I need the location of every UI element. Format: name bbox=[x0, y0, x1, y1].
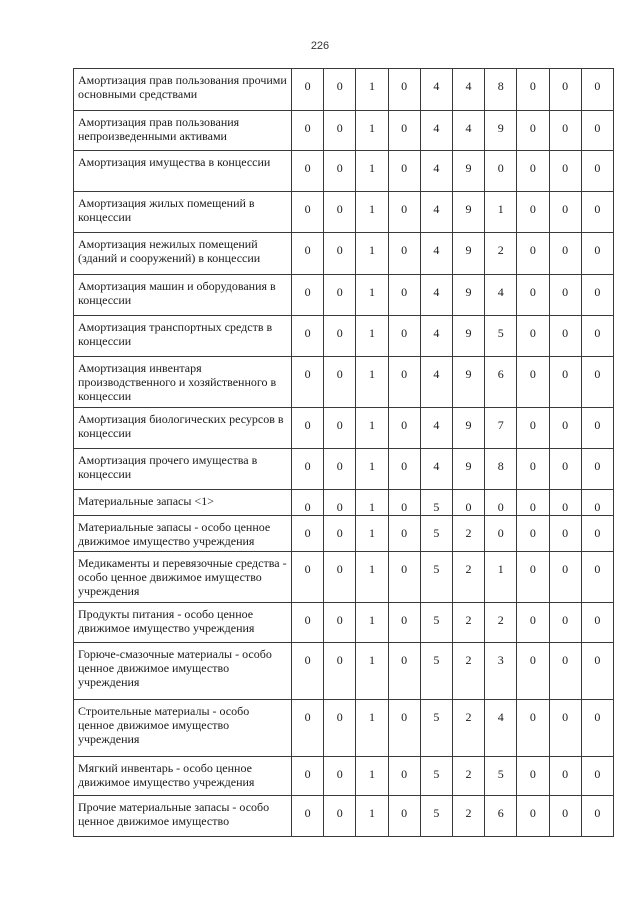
code-digit-cell: 0 bbox=[452, 490, 484, 516]
code-digit-cell: 0 bbox=[517, 516, 549, 552]
code-digit-cell: 0 bbox=[388, 111, 420, 151]
table-row bbox=[74, 316, 614, 357]
code-digit-cell: 0 bbox=[388, 233, 420, 275]
code-digit-cell: 0 bbox=[324, 643, 356, 700]
account-name-cell: Прочие материальные запасы - особо ценное движимое имущество bbox=[74, 796, 292, 837]
code-digit-cell: 0 bbox=[324, 757, 356, 796]
code-digit-cell: 6 bbox=[485, 796, 517, 837]
code-digit-cell: 0 bbox=[388, 408, 420, 449]
code-digit-cell: 4 bbox=[452, 69, 484, 111]
code-digit-cell: 0 bbox=[292, 316, 324, 357]
code-digit-cell: 0 bbox=[581, 516, 613, 552]
code-digit-cell: 0 bbox=[388, 700, 420, 757]
code-digit-cell: 0 bbox=[292, 192, 324, 233]
code-digit-cell: 0 bbox=[324, 449, 356, 490]
table-row bbox=[74, 490, 614, 516]
table-row bbox=[74, 516, 614, 552]
code-digit-cell: 0 bbox=[581, 449, 613, 490]
code-digit-cell: 5 bbox=[420, 516, 452, 552]
code-digit-cell: 0 bbox=[388, 275, 420, 316]
account-name-cell: Амортизация прочего имущества в концессии bbox=[74, 449, 292, 490]
code-digit-cell: 0 bbox=[581, 69, 613, 111]
account-name-cell: Медикаменты и перевязочные средства - особо ценное движимое имущество учреждения bbox=[74, 552, 292, 603]
code-digit-cell: 0 bbox=[581, 700, 613, 757]
table-row bbox=[74, 233, 614, 275]
code-digit-cell: 0 bbox=[549, 275, 581, 316]
code-digit-cell: 0 bbox=[517, 490, 549, 516]
code-digit-cell: 0 bbox=[324, 700, 356, 757]
code-digit-cell: 1 bbox=[356, 796, 388, 837]
code-digit-cell: 2 bbox=[485, 233, 517, 275]
code-digit-cell: 9 bbox=[452, 449, 484, 490]
table-row bbox=[74, 408, 614, 449]
table-row bbox=[74, 357, 614, 408]
code-digit-cell: 0 bbox=[549, 449, 581, 490]
code-digit-cell: 0 bbox=[292, 151, 324, 192]
code-digit-cell: 0 bbox=[581, 552, 613, 603]
code-digit-cell: 4 bbox=[485, 700, 517, 757]
code-digit-cell: 0 bbox=[324, 552, 356, 603]
code-digit-cell: 4 bbox=[420, 233, 452, 275]
code-digit-cell: 0 bbox=[292, 357, 324, 408]
code-digit-cell: 0 bbox=[292, 516, 324, 552]
code-digit-cell: 4 bbox=[420, 275, 452, 316]
code-digit-cell: 0 bbox=[517, 796, 549, 837]
code-digit-cell: 0 bbox=[581, 603, 613, 643]
table-row bbox=[74, 151, 614, 192]
code-digit-cell: 1 bbox=[356, 408, 388, 449]
code-digit-cell: 0 bbox=[388, 603, 420, 643]
code-digit-cell: 5 bbox=[420, 700, 452, 757]
code-digit-cell: 0 bbox=[388, 552, 420, 603]
code-digit-cell: 0 bbox=[581, 490, 613, 516]
code-digit-cell: 5 bbox=[420, 603, 452, 643]
code-digit-cell: 5 bbox=[485, 757, 517, 796]
code-digit-cell: 0 bbox=[388, 357, 420, 408]
code-digit-cell: 5 bbox=[420, 490, 452, 516]
code-digit-cell: 0 bbox=[549, 151, 581, 192]
code-digit-cell: 0 bbox=[388, 69, 420, 111]
code-digit-cell: 0 bbox=[485, 151, 517, 192]
table-row bbox=[74, 192, 614, 233]
code-digit-cell: 1 bbox=[356, 449, 388, 490]
code-digit-cell: 9 bbox=[452, 408, 484, 449]
account-name-cell: Амортизация прав пользования прочими основными средствами bbox=[74, 69, 292, 111]
code-digit-cell: 0 bbox=[517, 151, 549, 192]
code-digit-cell: 0 bbox=[581, 192, 613, 233]
code-digit-cell: 9 bbox=[452, 151, 484, 192]
code-digit-cell: 7 bbox=[485, 408, 517, 449]
code-digit-cell: 9 bbox=[485, 111, 517, 151]
code-digit-cell: 0 bbox=[388, 449, 420, 490]
code-digit-cell: 4 bbox=[452, 111, 484, 151]
code-digit-cell: 1 bbox=[485, 192, 517, 233]
account-name-cell: Амортизация инвентаря производственного и хозяйственного в концессии bbox=[74, 357, 292, 408]
table-row bbox=[74, 111, 614, 151]
code-digit-cell: 0 bbox=[324, 316, 356, 357]
code-digit-cell: 0 bbox=[324, 516, 356, 552]
code-digit-cell: 0 bbox=[581, 796, 613, 837]
code-digit-cell: 0 bbox=[581, 643, 613, 700]
code-digit-cell: 0 bbox=[549, 316, 581, 357]
code-digit-cell: 0 bbox=[292, 233, 324, 275]
code-digit-cell: 9 bbox=[452, 357, 484, 408]
code-digit-cell: 4 bbox=[485, 275, 517, 316]
code-digit-cell: 4 bbox=[420, 151, 452, 192]
code-digit-cell: 0 bbox=[517, 757, 549, 796]
code-digit-cell: 0 bbox=[292, 408, 324, 449]
account-name-cell: Продукты питания - особо ценное движимое имущество учреждения bbox=[74, 603, 292, 643]
table-row bbox=[74, 643, 614, 700]
code-digit-cell: 0 bbox=[549, 757, 581, 796]
account-name-cell: Амортизация прав пользования непроизведенными активами bbox=[74, 111, 292, 151]
account-name-cell: Амортизация жилых помещений в концессии bbox=[74, 192, 292, 233]
code-digit-cell: 1 bbox=[356, 700, 388, 757]
code-digit-cell: 0 bbox=[324, 796, 356, 837]
code-digit-cell: 4 bbox=[420, 408, 452, 449]
code-digit-cell: 1 bbox=[356, 357, 388, 408]
account-name-cell: Амортизация биологических ресурсов в концессии bbox=[74, 408, 292, 449]
account-name-cell: Материальные запасы - особо ценное движимое имущество учреждения bbox=[74, 516, 292, 552]
code-digit-cell: 1 bbox=[356, 643, 388, 700]
code-digit-cell: 2 bbox=[452, 796, 484, 837]
account-name-cell: Строительные материалы - особо ценное движимое имущество учреждения bbox=[74, 700, 292, 757]
code-digit-cell: 0 bbox=[517, 552, 549, 603]
table-row bbox=[74, 69, 614, 111]
code-digit-cell: 0 bbox=[517, 111, 549, 151]
code-digit-cell: 0 bbox=[581, 357, 613, 408]
code-digit-cell: 2 bbox=[485, 603, 517, 643]
account-name-cell: Мягкий инвентарь - особо ценное движимое имущество учреждения bbox=[74, 757, 292, 796]
code-digit-cell: 0 bbox=[388, 192, 420, 233]
code-digit-cell: 0 bbox=[388, 757, 420, 796]
code-digit-cell: 0 bbox=[549, 603, 581, 643]
code-digit-cell: 0 bbox=[292, 69, 324, 111]
code-digit-cell: 0 bbox=[324, 69, 356, 111]
code-digit-cell: 0 bbox=[549, 357, 581, 408]
code-digit-cell: 0 bbox=[517, 275, 549, 316]
code-digit-cell: 4 bbox=[420, 192, 452, 233]
code-digit-cell: 1 bbox=[356, 275, 388, 316]
code-digit-cell: 4 bbox=[420, 316, 452, 357]
code-digit-cell: 0 bbox=[517, 643, 549, 700]
code-digit-cell: 0 bbox=[388, 643, 420, 700]
code-digit-cell: 5 bbox=[420, 796, 452, 837]
account-name-cell: Материальные запасы <1> bbox=[74, 490, 292, 516]
code-digit-cell: 0 bbox=[549, 796, 581, 837]
code-digit-cell: 8 bbox=[485, 69, 517, 111]
code-digit-cell: 0 bbox=[324, 490, 356, 516]
code-digit-cell: 9 bbox=[452, 275, 484, 316]
code-digit-cell: 0 bbox=[324, 275, 356, 316]
code-digit-cell: 2 bbox=[452, 757, 484, 796]
code-digit-cell: 2 bbox=[452, 603, 484, 643]
code-digit-cell: 0 bbox=[549, 516, 581, 552]
code-digit-cell: 0 bbox=[517, 69, 549, 111]
table-row bbox=[74, 603, 614, 643]
code-digit-cell: 1 bbox=[356, 316, 388, 357]
code-digit-cell: 0 bbox=[292, 700, 324, 757]
code-digit-cell: 0 bbox=[549, 700, 581, 757]
code-digit-cell: 9 bbox=[452, 316, 484, 357]
code-digit-cell: 0 bbox=[549, 111, 581, 151]
code-digit-cell: 1 bbox=[356, 490, 388, 516]
code-digit-cell: 1 bbox=[485, 552, 517, 603]
code-digit-cell: 0 bbox=[581, 408, 613, 449]
table-row bbox=[74, 449, 614, 490]
code-digit-cell: 1 bbox=[356, 192, 388, 233]
code-digit-cell: 0 bbox=[581, 233, 613, 275]
code-digit-cell: 0 bbox=[324, 357, 356, 408]
code-digit-cell: 0 bbox=[292, 490, 324, 516]
code-digit-cell: 0 bbox=[388, 151, 420, 192]
code-digit-cell: 2 bbox=[452, 552, 484, 603]
code-digit-cell: 4 bbox=[420, 111, 452, 151]
account-code-table bbox=[73, 68, 614, 837]
code-digit-cell: 0 bbox=[485, 490, 517, 516]
code-digit-cell: 1 bbox=[356, 516, 388, 552]
code-digit-cell: 1 bbox=[356, 757, 388, 796]
account-name-cell: Амортизация имущества в концессии bbox=[74, 151, 292, 192]
code-digit-cell: 0 bbox=[324, 408, 356, 449]
code-digit-cell: 0 bbox=[581, 151, 613, 192]
code-digit-cell: 9 bbox=[452, 192, 484, 233]
code-digit-cell: 3 bbox=[485, 643, 517, 700]
code-digit-cell: 0 bbox=[324, 603, 356, 643]
page-number: 226 bbox=[310, 40, 330, 52]
code-digit-cell: 1 bbox=[356, 151, 388, 192]
code-digit-cell: 0 bbox=[549, 69, 581, 111]
account-name-cell: Горюче-смазочные материалы - особо ценное движимое имущество учреждения bbox=[74, 643, 292, 700]
code-digit-cell: 1 bbox=[356, 552, 388, 603]
code-digit-cell: 0 bbox=[581, 316, 613, 357]
code-digit-cell: 0 bbox=[324, 233, 356, 275]
table-row bbox=[74, 552, 614, 603]
code-digit-cell: 0 bbox=[292, 643, 324, 700]
code-digit-cell: 1 bbox=[356, 69, 388, 111]
code-digit-cell: 0 bbox=[549, 408, 581, 449]
code-digit-cell: 0 bbox=[517, 449, 549, 490]
code-digit-cell: 1 bbox=[356, 111, 388, 151]
code-digit-cell: 5 bbox=[485, 316, 517, 357]
code-digit-cell: 0 bbox=[517, 233, 549, 275]
code-digit-cell: 0 bbox=[549, 552, 581, 603]
code-digit-cell: 0 bbox=[292, 552, 324, 603]
code-digit-cell: 0 bbox=[581, 275, 613, 316]
table-body bbox=[74, 69, 614, 837]
code-digit-cell: 6 bbox=[485, 357, 517, 408]
code-digit-cell: 8 bbox=[485, 449, 517, 490]
code-digit-cell: 5 bbox=[420, 552, 452, 603]
code-digit-cell: 0 bbox=[292, 757, 324, 796]
account-name-cell: Амортизация нежилых помещений (зданий и сооружений) в концессии bbox=[74, 233, 292, 275]
code-digit-cell: 0 bbox=[581, 757, 613, 796]
code-digit-cell: 0 bbox=[549, 192, 581, 233]
code-digit-cell: 0 bbox=[549, 643, 581, 700]
code-digit-cell: 0 bbox=[388, 516, 420, 552]
code-digit-cell: 0 bbox=[517, 700, 549, 757]
code-digit-cell: 4 bbox=[420, 357, 452, 408]
code-digit-cell: 0 bbox=[388, 316, 420, 357]
code-digit-cell: 0 bbox=[324, 192, 356, 233]
table-row bbox=[74, 700, 614, 757]
code-digit-cell: 9 bbox=[452, 233, 484, 275]
code-digit-cell: 2 bbox=[452, 643, 484, 700]
account-name-cell: Амортизация транспортных средств в концессии bbox=[74, 316, 292, 357]
code-digit-cell: 1 bbox=[356, 233, 388, 275]
account-name-cell: Амортизация машин и оборудования в концессии bbox=[74, 275, 292, 316]
code-digit-cell: 0 bbox=[388, 490, 420, 516]
code-digit-cell: 0 bbox=[485, 516, 517, 552]
code-digit-cell: 0 bbox=[549, 490, 581, 516]
table-row bbox=[74, 757, 614, 796]
code-digit-cell: 0 bbox=[324, 111, 356, 151]
code-digit-cell: 4 bbox=[420, 69, 452, 111]
code-digit-cell: 0 bbox=[292, 275, 324, 316]
code-digit-cell: 0 bbox=[292, 111, 324, 151]
code-digit-cell: 2 bbox=[452, 700, 484, 757]
table-row bbox=[74, 796, 614, 837]
code-digit-cell: 0 bbox=[517, 408, 549, 449]
code-digit-cell: 0 bbox=[324, 151, 356, 192]
code-digit-cell: 4 bbox=[420, 449, 452, 490]
code-digit-cell: 5 bbox=[420, 757, 452, 796]
code-digit-cell: 0 bbox=[292, 449, 324, 490]
code-digit-cell: 0 bbox=[388, 796, 420, 837]
code-digit-cell: 0 bbox=[292, 603, 324, 643]
code-digit-cell: 0 bbox=[581, 111, 613, 151]
code-digit-cell: 0 bbox=[517, 357, 549, 408]
code-digit-cell: 2 bbox=[452, 516, 484, 552]
code-digit-cell: 0 bbox=[517, 603, 549, 643]
table-row bbox=[74, 275, 614, 316]
code-digit-cell: 5 bbox=[420, 643, 452, 700]
code-digit-cell: 0 bbox=[292, 796, 324, 837]
code-digit-cell: 0 bbox=[517, 192, 549, 233]
code-digit-cell: 1 bbox=[356, 603, 388, 643]
code-digit-cell: 0 bbox=[549, 233, 581, 275]
code-digit-cell: 0 bbox=[517, 316, 549, 357]
